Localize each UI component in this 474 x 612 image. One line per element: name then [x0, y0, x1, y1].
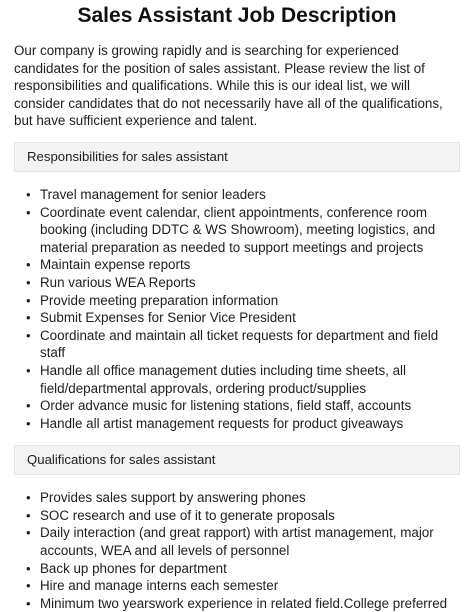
bullet-icon: • [26, 257, 31, 273]
list-item-text: Handle all office management duties including time sheets, all field/departmental approvals, ordering product/supplies [40, 362, 406, 396]
list-item-text: Submit Expenses for Senior Vice President [40, 310, 296, 326]
list-item [0, 524, 474, 559]
list-item-text: Coordinate event calendar, client appointments, conference room booking (including DDTC & WS Showroom), meeting logistics, and material preparation as needed to support meetings and projects [40, 204, 436, 255]
bullet-icon: • [26, 327, 31, 343]
bullet-icon: • [26, 595, 31, 611]
bullet-icon: • [26, 186, 31, 202]
qualifications-list [0, 489, 474, 612]
list-item-text: SOC research and use of it to generate proposals [40, 507, 335, 523]
responsibilities-heading: Responsibilities for sales assistant [14, 142, 460, 172]
list-item-text: Run various WEA Reports [40, 274, 196, 290]
list-item [0, 309, 474, 327]
list-item [0, 274, 474, 292]
bullet-icon: • [26, 525, 31, 541]
intro-paragraph: Our company is growing rapidly and is searching for experienced candidates for the position of sales assistant. Please review the list of responsibilities and qualifications. While this is our ideal list, we will consider candidates that do not necessarily have all of the qualifications, but have sufficient experience and talent. [14, 43, 443, 129]
bullet-icon: • [26, 292, 31, 308]
bullet-icon: • [26, 274, 31, 290]
list-item [0, 489, 474, 507]
qualifications-heading: Qualifications for sales assistant [14, 445, 460, 475]
list-item [0, 507, 474, 525]
list-item-text: Coordinate and maintain all ticket requests for department and field staff [40, 327, 439, 361]
list-item [0, 577, 474, 595]
list-item [0, 415, 474, 433]
list-item [0, 362, 474, 397]
list-item [0, 560, 474, 578]
bullet-icon: • [26, 204, 31, 220]
list-item-text: Provide meeting preparation information [40, 292, 279, 308]
list-item [0, 256, 474, 274]
list-item-text: Handle all artist management requests for product giveaways [40, 415, 404, 431]
bullet-icon: • [26, 560, 31, 576]
responsibilities-list [0, 186, 474, 432]
list-item-text: Daily interaction (and great rapport) with artist management, major accounts, WEA and all levels of personnel [40, 525, 434, 559]
bullet-icon: • [26, 362, 31, 378]
bullet-icon: • [26, 415, 31, 431]
bullet-icon: • [26, 578, 31, 594]
bullet-icon: • [26, 310, 31, 326]
list-item-text: Minimum two yearswork experience in related field.College preferred [40, 595, 448, 611]
list-item [0, 292, 474, 310]
bullet-icon: • [26, 398, 31, 414]
list-item [0, 204, 474, 257]
bullet-icon: • [26, 490, 31, 506]
list-item-text: Provides sales support by answering phones [40, 490, 306, 506]
bullet-icon: • [26, 507, 31, 523]
list-item-text: Order advance music for listening stations, field staff, accounts [40, 398, 412, 414]
page-title: Sales Assistant Job Description [77, 4, 397, 27]
list-item [0, 327, 474, 362]
list-item-text: Maintain expense reports [40, 257, 191, 273]
list-item-text: Back up phones for department [40, 560, 227, 576]
list-item [0, 595, 474, 612]
list-item-text: Hire and manage interns each semester [40, 578, 279, 594]
list-item-text: Travel management for senior leaders [40, 186, 266, 202]
list-item [0, 397, 474, 415]
list-item [0, 186, 474, 204]
